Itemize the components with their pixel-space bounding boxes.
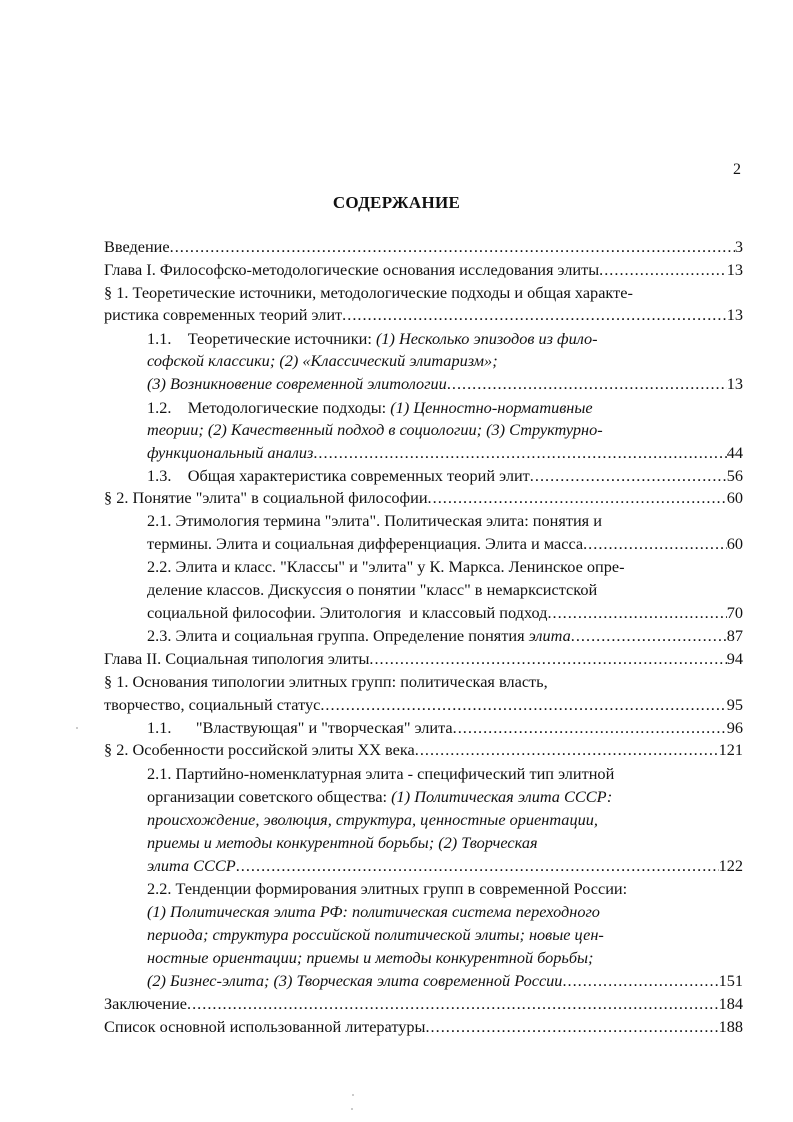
toc-entry-ch1-sec1: § 1. Теоретические источники, методологические подходы и общая характе- — [104, 283, 633, 302]
toc-entry-1-3: 1.3. Общая характеристика современных теорий элит ..... 56 — [147, 464, 743, 487]
toc-entry-chapter-1: Глава I. Философско-методологические основания исследования элиты ..... 13 — [104, 258, 743, 281]
toc-entry-ch2-2-1-cont3: приемы и методы конкурентной борьбы; (2) Творческая — [147, 833, 538, 852]
page-ref: 151 — [718, 971, 743, 990]
toc-entry-1-2-cont: теории; (2) Качественный подход в социологии; (3) Структурно- — [147, 420, 603, 439]
toc-entry-1-2-end: функциональный анализ ..... 44 — [147, 441, 743, 464]
page-ref: 3 — [734, 237, 743, 256]
page-ref: 13 — [726, 305, 743, 324]
toc-entry-1-1-end: (3) Возникновение современной элитологии ..... 13 — [147, 372, 743, 395]
toc-entry-2-2-end: социальной философии. Элитология и классовый подход ..... 70 — [147, 601, 743, 624]
toc-entry-2-1-end: термины. Элита и социальная дифференциация. Элита и масса ..... 60 — [147, 532, 743, 555]
page-ref: 87 — [726, 626, 743, 645]
page-ref: 122 — [718, 856, 743, 875]
scan-speck — [352, 1094, 354, 1096]
toc-entry-chapter-2: Глава II. Социальная типология элиты ..... 94 — [104, 647, 743, 670]
toc-entry-ch2-2-2-cont2: периода; структура российской политической элиты; новые цен- — [147, 925, 604, 944]
toc-entry-2-2-cont: деление классов. Дискуссия о понятии "класс" в немарксистской — [147, 580, 598, 599]
toc-entry-ch2-sec2: § 2. Особенности российской элиты XX века ..... 121 — [104, 738, 743, 761]
page-ref: 188 — [718, 1017, 743, 1036]
toc-entry-ch2-2-1-end: элита СССР ..... 122 — [147, 854, 743, 877]
toc-entry-ch1-sec2: § 2. Понятие "элита" в социальной философии ..... 60 — [104, 486, 743, 509]
scan-speck — [76, 727, 78, 729]
toc-entry-ch2-2-2-cont3: ностные ориентации; приемы и методы конкурентной борьбы; — [147, 948, 594, 967]
page-ref: 60 — [726, 488, 743, 507]
page-ref: 13 — [726, 374, 743, 393]
toc-entry-1-1-cont: софской классики; (2) «Классический элитаризм»; — [147, 351, 498, 370]
page-ref: 70 — [726, 603, 743, 622]
page-number: 2 — [733, 161, 741, 178]
page-ref: 95 — [726, 695, 743, 714]
page-ref: 60 — [726, 534, 743, 553]
page-ref: 94 — [726, 649, 743, 668]
page-ref: 121 — [718, 740, 743, 759]
scan-speck — [351, 1108, 353, 1110]
page-ref: 44 — [726, 443, 743, 462]
toc-entry-2-2: 2.2. Элита и класс. "Классы" и "элита" у К. Маркса. Ленинское опре- — [147, 557, 625, 576]
page-ref: 13 — [726, 260, 743, 279]
toc-entry-1-2: 1.2. Методологические подходы: (1) Ценностно-нормативные — [147, 398, 593, 417]
toc-entry-ch2-sec1: § 1. Основания типологии элитных групп: политическая власть, — [104, 672, 548, 691]
toc-entry-ch2-2-1-cont: организации советского общества: (1) Политическая элита СССР: — [147, 787, 613, 806]
toc-entry-introduction: Введение ..... 3 — [104, 235, 743, 258]
toc-entry-ch1-sec1-cont: ристика современных теорий элит ..... 13 — [104, 303, 743, 326]
toc-entry-ch2-2-2: 2.2. Тенденции формирования элитных групп в современной России: — [147, 879, 628, 898]
toc-entry-conclusion: Заключение ..... 184 — [104, 992, 743, 1015]
toc-entry-ch2-2-2-cont: (1) Политическая элита РФ: политическая система переходного — [147, 902, 600, 921]
toc-entry-bibliography: Список основной использованной литературы ..... 188 — [104, 1015, 743, 1038]
toc-entry-2-1: 2.1. Этимология термина "элита". Политическая элита: понятия и — [147, 511, 602, 530]
toc-entry-1-1: 1.1. Теоретические источники: (1) Несколько эпизодов из фило- — [147, 329, 598, 348]
page-ref: 184 — [718, 994, 743, 1013]
toc-entry-ch2-2-1-cont2: происхождение, эволюция, структура, ценностные ориентации, — [147, 810, 598, 829]
page-ref: 96 — [726, 718, 743, 737]
toc-heading: СОДЕРЖАНИЕ — [332, 193, 461, 212]
toc-entry-ch2-1-1: 1.1. "Властвующая" и "творческая" элита ..... 96 — [147, 716, 743, 739]
toc-entry-ch2-2-1: 2.1. Партийно-номенклатурная элита - специфический тип элитной — [147, 764, 615, 783]
page-ref: 56 — [726, 466, 743, 485]
toc-entry-ch2-sec1-end: творчество, социальный статус ..... 95 — [104, 693, 743, 716]
toc-entry-ch2-2-2-end: (2) Бизнес-элита; (3) Творческая элита современной России ..... 151 — [147, 969, 743, 992]
toc-entry-2-3: 2.3. Элита и социальная группа. Определение понятия элита ..... 87 — [147, 624, 743, 647]
